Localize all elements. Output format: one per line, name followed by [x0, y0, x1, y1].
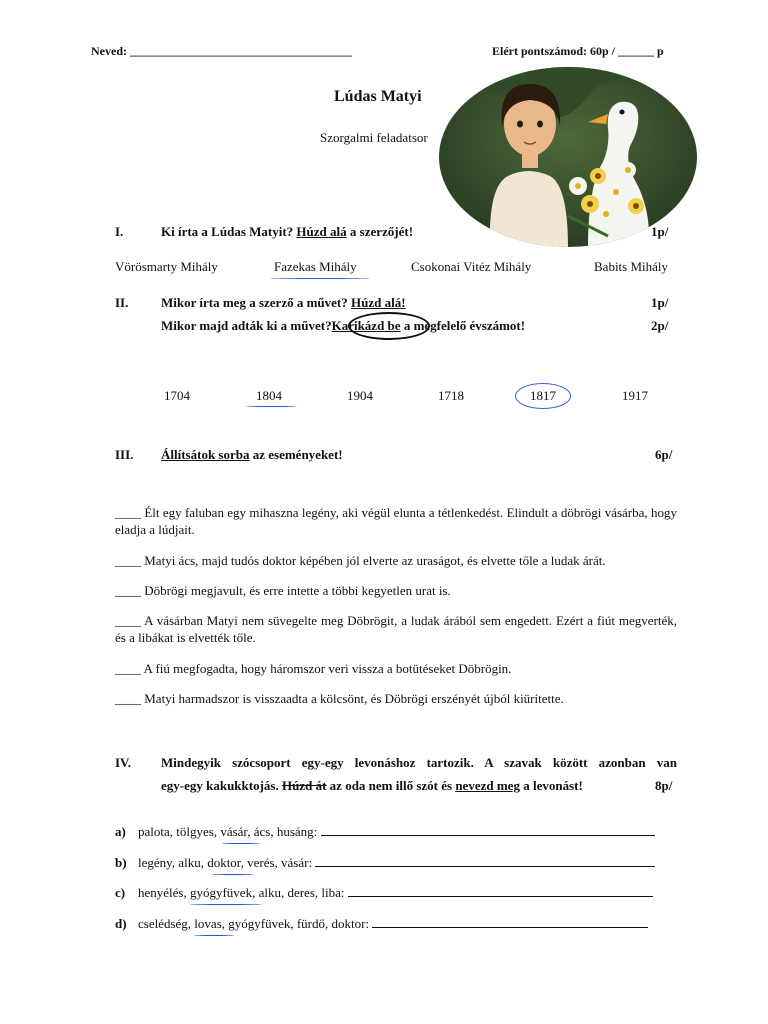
illustration-image [438, 66, 698, 248]
event-item: ____ Matyi ács, majd tudós doktor képében jól elverte az uraságot, és elvette tőle a ludak árát. [115, 553, 606, 568]
answer-line[interactable] [348, 896, 653, 897]
item-label: b) [115, 855, 127, 870]
author-option[interactable]: Fazekas Mihály [274, 259, 357, 274]
author-option[interactable]: Csokonai Vitéz Mihály [411, 259, 532, 274]
name-blank[interactable]: _____________________________________ [130, 44, 352, 58]
author-option[interactable]: Babits Mihály [594, 259, 669, 274]
order-blank[interactable]: ____ [115, 583, 141, 598]
handwritten-underline [194, 935, 234, 936]
page-subtitle: Szorgalmi feladatsor [320, 130, 428, 145]
score-row [492, 44, 664, 59]
score-unit: p [657, 44, 664, 58]
word-group: henyélés, gyógyfüvek, alku, deres, liba: [138, 885, 653, 901]
order-blank[interactable]: ____ [115, 553, 141, 568]
year-option[interactable]: 1917 [622, 388, 648, 403]
section4-instruction-2: egy-egy kakukktojás. Húzd át az oda nem illő szót és nevezd meg a levonást! [161, 778, 583, 793]
score-label: Elért pontszámod: 60p / [492, 44, 615, 58]
circle-mark [348, 312, 430, 340]
name-label: Neved: [91, 44, 127, 58]
word-group: legény, alku, doktor, verés, vásár: [138, 855, 655, 871]
year-option[interactable]: 1817 [530, 388, 556, 403]
answer-line[interactable] [315, 866, 655, 867]
section3-question: Állítsátok sorba az eseményeket! [161, 447, 343, 462]
event-item: ____ Élt egy faluban egy mihaszna legény, aki végül elunta a tétlenkedést. Elindult a döbrögi vásárba, hogy eladja a lúdjait. [115, 505, 677, 537]
name-label-row [91, 44, 352, 59]
year-option[interactable]: 1904 [347, 388, 373, 403]
word-group: palota, tölgyes, vásár, ács, husáng: [138, 824, 655, 840]
event-item: ____ Döbrögi megjavult, és erre intette a többi kegyetlen urat is. [115, 583, 451, 598]
section2-points-1: 1p/ [651, 295, 669, 310]
section2-points-2: 2p/ [651, 318, 669, 333]
section4-points: 8p/ [655, 778, 673, 793]
event-item: ____ Matyi harmadszor is visszaadta a kölcsönt, és Döbrögi erszényét újból kiürítette. [115, 691, 564, 706]
section2-question-1: Mikor írta meg a szerző a művet? Húzd alá! [161, 295, 406, 310]
section2-question-2: Mikor majd adták ki a művet?Karikázd be a megfelelő évszámot! [161, 318, 526, 333]
section1-question: Ki írta a Lúdas Matyit? Húzd alá a szerzőjét! [161, 224, 414, 239]
item-label: a) [115, 824, 126, 839]
order-blank[interactable]: ____ [115, 691, 141, 706]
handwritten-underline [212, 874, 254, 875]
order-blank[interactable]: ____ [115, 613, 141, 628]
section1-points: 1p/ [651, 224, 669, 239]
event-item: ____ A fiú megfogadta, hogy háromszor veri vissza a botütéseket Döbrögin. [115, 661, 512, 676]
handwritten-underline [246, 406, 296, 407]
handwritten-underline [222, 843, 260, 844]
order-blank[interactable]: ____ [115, 661, 141, 676]
section4-number: IV. [115, 755, 132, 770]
page-title: Lúdas Matyi [334, 88, 422, 105]
handwritten-underline [190, 904, 262, 905]
section4-instruction-1: Mindegyik szócsoport egy-egy levonáshoz tartozik. A szavak között azonban van [161, 755, 677, 770]
year-option[interactable]: 1704 [164, 388, 190, 403]
item-label: c) [115, 885, 126, 900]
answer-line[interactable] [372, 927, 648, 928]
year-option[interactable]: 1718 [438, 388, 464, 403]
section1-number: I. [115, 224, 124, 239]
year-option[interactable]: 1804 [256, 388, 282, 403]
section3-number: III. [115, 447, 134, 462]
handwritten-circle [515, 383, 571, 409]
section2-number: II. [115, 295, 129, 310]
score-blank[interactable]: ______ [618, 44, 654, 58]
event-item: ____ A vásárban Matyi nem süvegelte meg Döbrögit, a ludak árából sem engedett. Ezért a fiút megverték, és a libákat is elvették tőle. [115, 613, 677, 645]
order-blank[interactable]: ____ [115, 505, 141, 520]
answer-line[interactable] [321, 835, 655, 836]
section3-points: 6p/ [655, 447, 673, 462]
author-option[interactable]: Vörösmarty Mihály [115, 259, 218, 274]
word-group: cselédség, lovas, gyógyfüvek, fürdő, doktor: [138, 916, 648, 932]
handwritten-underline [270, 278, 370, 279]
item-label: d) [115, 916, 127, 931]
